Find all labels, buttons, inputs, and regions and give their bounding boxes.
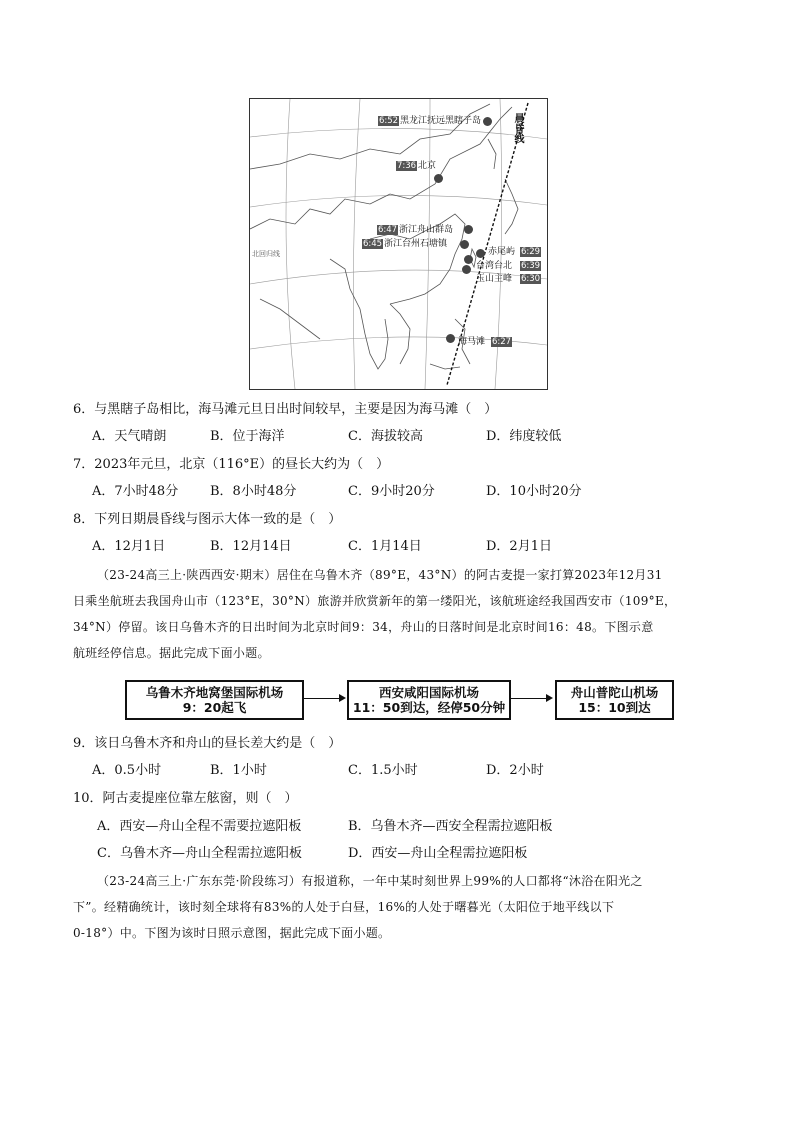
flight-stop-zhoushan-time: 15：10到达: [578, 700, 651, 715]
question-7-stem: 7．2023年元旦，北京（116°E）的昼长大约为（ ）: [73, 457, 390, 472]
place-name-zhoushan: 浙江舟山群岛: [399, 225, 454, 235]
passage-flight-line-3: 34°N）停留。该日乌鲁木齐的日出时间为北京时间9：34，舟山的日落时间是北京时间16：48。下图示意: [73, 620, 654, 634]
place-time-zhoushan: 6:47: [378, 225, 398, 235]
place-dot-heixiazi: [483, 117, 492, 126]
question-8-option-b: B．12月14日: [210, 539, 292, 554]
passage-flight-line-4: 航班经停信息。据此完成下面小题。: [73, 646, 270, 660]
passage-flight-line-2: 日乘坐航班去我国舟山市（123°E，30°N）旅游并欣赏新年的第一缕阳光，该航班途经我国西安市（109°E，: [73, 594, 677, 608]
flight-stop-zhoushan: [555, 680, 674, 720]
place-name-heixiazi: 黑龙江抚远黑瞎子岛: [400, 116, 482, 126]
question-8-option-d: D．2月1日: [486, 539, 552, 554]
flight-arrow-1: [304, 698, 344, 699]
place-time-chiwei: 6:29: [521, 247, 541, 257]
flight-stop-xian-time: 11：50到达，经停50分钟: [352, 700, 506, 715]
question-7-option-a: A．7小时48分: [92, 484, 179, 499]
place-time-yushan: 6:30: [521, 274, 541, 284]
question-7-option-d: D．10小时20分: [486, 484, 582, 499]
question-9-option-a: A．0.5小时: [92, 763, 162, 778]
question-10-option-b: B．乌鲁木齐—西安全程需拉遮阳板: [348, 819, 553, 834]
question-6-option-a: A．天气晴朗: [92, 429, 167, 444]
question-6-option-d: D．纬度较低: [486, 429, 562, 444]
flight-stop-xian: [347, 680, 511, 720]
place-dot-zhoushan: [464, 225, 473, 234]
place-name-yushan: 玉山主峰: [476, 274, 513, 284]
question-10-option-a: A．西安—舟山全程不需要拉遮阳板: [97, 819, 302, 834]
place-time-heixiazi: 6:52: [379, 116, 399, 126]
passage-sunlight-line-2: 下”。经精确统计，该时刻全球将有83%的人处于白昼，16%的人处于曙暮光（太阳位于地平线以下: [73, 900, 615, 914]
place-dot-haima: [446, 334, 455, 343]
place-name-beijing: 北京: [418, 161, 437, 171]
question-8-option-a: A．12月1日: [92, 539, 166, 554]
question-10-option-d: D．西安—舟山全程需拉遮阳板: [348, 846, 528, 861]
place-name-chiwei: 赤尾屿: [488, 247, 516, 257]
flight-stop-urumqi-name: 乌鲁木齐地窝堡国际机场: [145, 685, 284, 700]
flight-stop-urumqi: [125, 680, 304, 720]
place-dot-beijing: [434, 174, 443, 183]
place-dot-chiwei: [476, 249, 485, 258]
flight-stop-xian-name: 西安咸阳国际机场: [378, 685, 479, 700]
place-name-haima: 海马滩: [458, 337, 486, 347]
flight-arrow-2: [511, 698, 551, 699]
place-dot-taipei: [464, 255, 473, 264]
question-8-option-c: C．1月14日: [348, 539, 422, 554]
question-9-option-b: B．1小时: [210, 763, 267, 778]
question-7-option-c: C．9小时20分: [348, 484, 435, 499]
terminator-label: 晨昏线: [512, 113, 523, 143]
passage-sunlight-line-1: （23-24高三上·广东东莞·阶段练习）有报道称，一年中某时刻世界上99%的人口都将“沐浴在阳光之: [97, 874, 643, 888]
place-dot-yushan: [462, 265, 471, 274]
sunrise-map: [249, 98, 548, 390]
place-dot-shitang: [460, 240, 469, 249]
flight-stop-urumqi-time: 9：20起飞: [182, 700, 247, 715]
passage-sunlight-line-3: 0-18°）中。下图为该时日照示意图，据此完成下面小题。: [73, 926, 391, 940]
question-7-option-b: B．8小时48分: [210, 484, 297, 499]
question-6-option-b: B．位于海洋: [210, 429, 285, 444]
passage-flight-line-1: （23-24高三上·陕西西安·期末）居住在乌鲁木齐（89°E，43°N）的阿古麦提一家打算2023年12月31: [97, 568, 663, 582]
place-name-shitang: 浙江台州石塘镇: [384, 239, 448, 249]
question-9-option-d: D．2小时: [486, 763, 544, 778]
question-6-option-c: C．海拔较高: [348, 429, 423, 444]
question-9-stem: 9．该日乌鲁木齐和舟山的昼长差大约是（ ）: [73, 736, 342, 751]
place-time-beijing: 7:36: [397, 161, 417, 171]
question-10-stem: 10．阿古麦提座位靠左舷窗，则（ ）: [73, 791, 298, 806]
question-10-option-c: C．乌鲁木齐—舟山全程需拉遮阳板: [97, 846, 302, 861]
tropic-label: 北回归线: [252, 250, 280, 258]
place-time-shitang: 6:45: [363, 239, 383, 249]
place-time-haima: 6:27: [492, 337, 512, 347]
passage-sunlight: [73, 868, 723, 946]
question-6-stem: 6．与黑瞎子岛相比，海马滩元旦日出时间较早，主要是因为海马滩（ ）: [73, 402, 498, 417]
question-9-option-c: C．1.5小时: [348, 763, 418, 778]
place-time-taipei: 6:39: [521, 261, 541, 271]
question-8-stem: 8．下列日期晨昏线与图示大体一致的是（ ）: [73, 512, 342, 527]
passage-flight: [73, 562, 723, 666]
place-name-taipei: 台湾台北: [476, 261, 513, 271]
flight-stop-zhoushan-name: 舟山普陀山机场: [570, 685, 659, 700]
